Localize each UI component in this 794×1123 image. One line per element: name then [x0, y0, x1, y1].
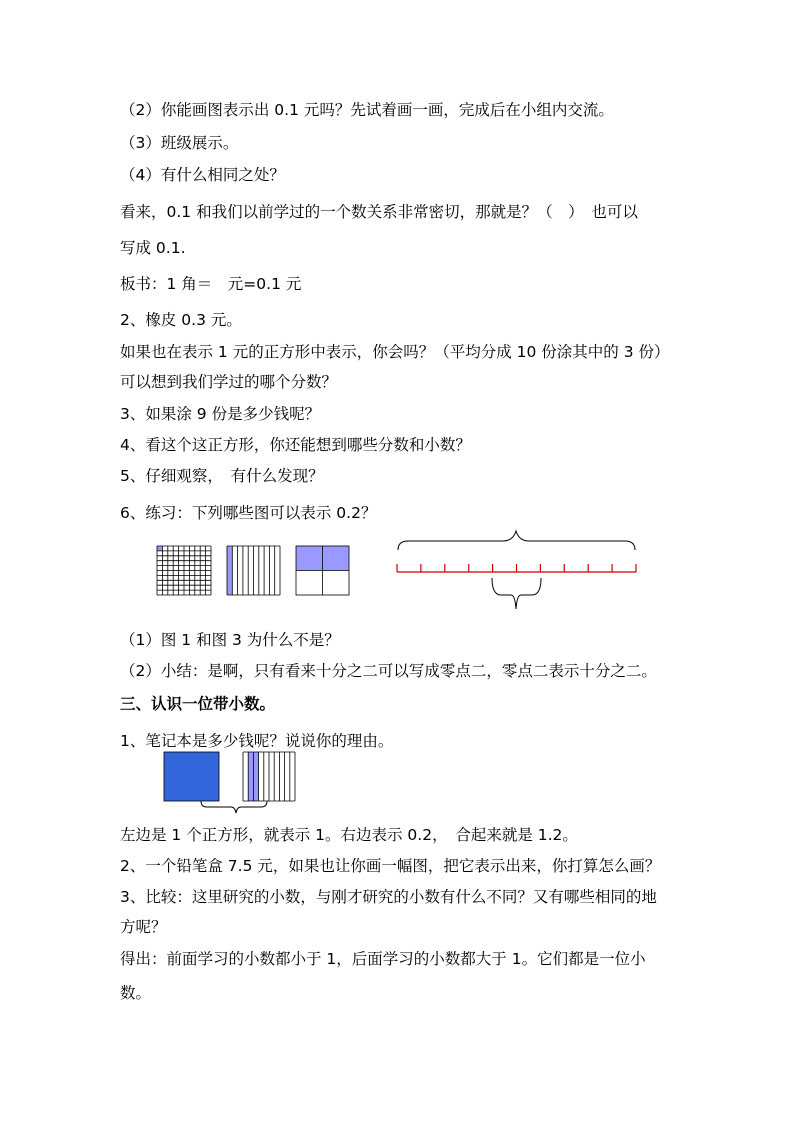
item-5-text: 5、仔细观察， 有什么发现？: [120, 467, 324, 485]
question-2-text: （2）你能画图表示出 0.1 元吗？先试着画一画，完成后在小组内交流。: [120, 101, 614, 119]
sub-question-1: （1）图 1 和图 3 为什么不是？: [120, 631, 340, 649]
shaded-cell: [157, 546, 162, 551]
combine-brace: [201, 801, 267, 813]
figure-4-number-line: [395, 528, 640, 612]
notebook-figure: [163, 751, 303, 813]
paragraph-line: 数。: [120, 984, 152, 1002]
paragraph-line: 可以想到我们学过的哪个分数？: [120, 373, 338, 391]
item-2-heading: 2、橡皮 0.3 元。: [120, 311, 242, 329]
figure-1-hundred-grid: [157, 546, 211, 595]
figure-3-quarters-square: [296, 546, 349, 595]
section-item-1: 1、笔记本是多少钱呢？说说你的理由。: [120, 732, 394, 750]
paragraph-line: 方呢？: [120, 918, 167, 936]
item-3-text: 3、如果涂 9 份是多少钱呢？: [120, 405, 321, 423]
bottom-brace: [492, 578, 541, 609]
section-heading: 三、认识一位带小数。: [120, 695, 276, 713]
item-4-text: 4、看这个这正方形，你还能想到哪些分数和小数？: [120, 436, 471, 454]
paragraph-line: 看来，0.1 和我们以前学过的一个数关系非常密切，那就是？（ ） 也可以: [120, 203, 638, 221]
item-6-text: 6、练习：下列哪些图可以表示 0.2？: [120, 504, 377, 522]
question-4-text: （4）有什么相同之处？: [120, 166, 285, 184]
top-brace: [398, 531, 635, 550]
section-item-2: 2、一个铅笔盒 7.5 元，如果也让你画一幅图，把它表示出来，你打算怎么画？: [120, 857, 661, 875]
figure-2-tenths-strips: [227, 546, 280, 595]
explanation-text: 左边是 1 个正方形，就表示 1。右边表示 0.2， 合起来就是 1.2。: [120, 826, 578, 844]
section-item-3: 3、比较：这里研究的小数，与刚才研究的小数有什么不同？又有哪些相同的地: [120, 888, 657, 906]
paragraph-line: 如果也在表示 1 元的正方形中表示，你会吗？（平均分成 10 份涂其中的 3 份）: [120, 343, 670, 361]
shaded-strip: [227, 546, 232, 595]
conclusion-text: 得出：前面学习的小数都小于 1，后面学习的小数都大于 1。它们都是一位小: [120, 950, 646, 968]
paragraph-line: 写成 0.1.: [120, 239, 186, 257]
board-writing: 板书：1 角＝ 元=0.1 元: [120, 275, 302, 293]
summary-text: （2）小结：是啊，只有看来十分之二可以写成零点二，零点二表示十分之二。: [120, 662, 657, 680]
question-3-text: （3）班级展示。: [120, 134, 239, 152]
full-square: [164, 752, 219, 801]
